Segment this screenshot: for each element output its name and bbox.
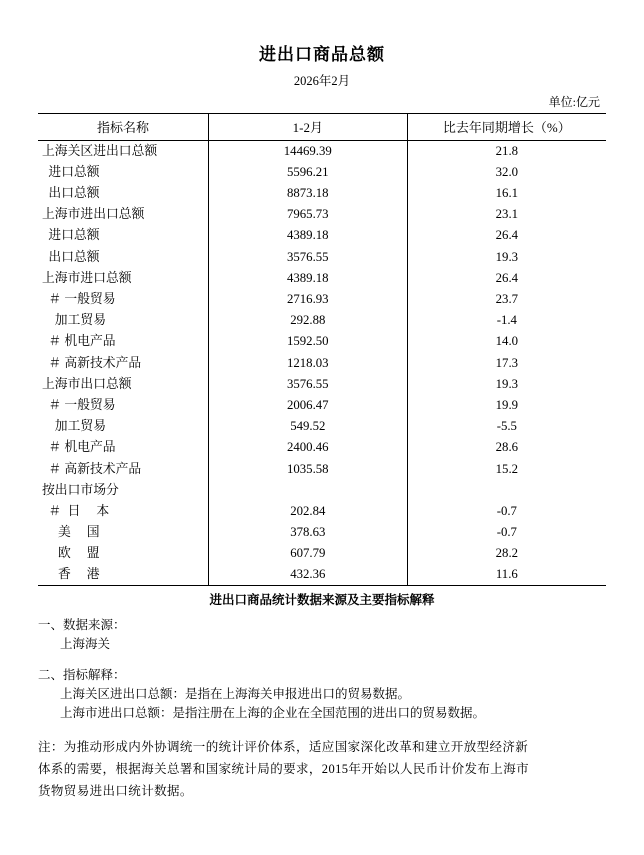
row-change: -0.7 bbox=[496, 525, 517, 540]
row-value: 1592.50 bbox=[208, 331, 407, 352]
row-value: 1035.58 bbox=[208, 458, 407, 479]
row-label: 上海关区进出口总额 bbox=[38, 141, 208, 162]
row-label: 上海市进出口总额 bbox=[38, 204, 208, 225]
row-label: 香 港 bbox=[38, 564, 208, 585]
row-change: 23.1 bbox=[495, 207, 519, 222]
row-label: ＃ 一般贸易 bbox=[38, 289, 208, 310]
import-export-table bbox=[38, 113, 606, 586]
row-value: 7965.73 bbox=[208, 204, 407, 225]
table-row bbox=[38, 352, 606, 373]
row-value: 607.79 bbox=[208, 543, 407, 564]
row-change: 19.3 bbox=[495, 376, 519, 391]
row-label: 按出口市场分 bbox=[38, 480, 208, 501]
table-row bbox=[38, 458, 606, 479]
row-value: 202.84 bbox=[208, 501, 407, 522]
row-label: ＃ 机电产品 bbox=[38, 331, 208, 352]
note-final-line-2: 体系的需要，根据海关总署和国家统计局的要求，2015年开始以人民币计价发布上海市 bbox=[38, 761, 530, 776]
row-label: ＃ 高新技术产品 bbox=[38, 352, 208, 373]
row-change bbox=[407, 480, 606, 501]
table-row bbox=[38, 162, 606, 183]
row-value bbox=[208, 480, 407, 501]
row-change: 26.4 bbox=[495, 228, 519, 243]
row-change: 14.0 bbox=[495, 334, 519, 349]
row-change: -5.5 bbox=[496, 419, 517, 434]
table-row bbox=[38, 246, 606, 267]
table-row bbox=[38, 374, 606, 395]
note-final-block bbox=[38, 737, 606, 803]
row-change: 32.0 bbox=[495, 164, 519, 179]
table-row bbox=[38, 225, 606, 246]
row-value: 2400.46 bbox=[208, 437, 407, 458]
table-row bbox=[38, 437, 606, 458]
table-row bbox=[38, 310, 606, 331]
note-source-heading: 一、数据来源： bbox=[38, 617, 126, 632]
row-value: 4389.18 bbox=[208, 268, 407, 289]
row-label: 加工贸易 bbox=[38, 310, 208, 331]
row-label: 上海市出口总额 bbox=[38, 374, 208, 395]
row-label: 欧 盟 bbox=[38, 543, 208, 564]
note-final-line-1: 注：为推动形成内外协调统一的统计评价体系，适应国家深化改革和建立开放型经济新 bbox=[38, 739, 529, 754]
row-label: ＃ 高新技术产品 bbox=[38, 458, 208, 479]
row-value: 292.88 bbox=[208, 310, 407, 331]
row-value: 1218.03 bbox=[208, 352, 407, 373]
row-value: 549.52 bbox=[208, 416, 407, 437]
row-change: 15.2 bbox=[495, 461, 519, 476]
page-title: 进出口商品总额 bbox=[259, 45, 385, 64]
row-label: ＃ 日 本 bbox=[38, 501, 208, 522]
row-change: 26.4 bbox=[495, 270, 519, 285]
table-row bbox=[38, 522, 606, 543]
table-row bbox=[38, 331, 606, 352]
column-header-indicator: 指标名称 bbox=[38, 114, 208, 141]
row-label: 上海市进口总额 bbox=[38, 268, 208, 289]
row-value: 2006.47 bbox=[208, 395, 407, 416]
note-explain-heading: 二、指标解释： bbox=[38, 667, 126, 682]
row-change: 21.8 bbox=[495, 143, 519, 158]
table-row bbox=[38, 268, 606, 289]
table-row bbox=[38, 564, 606, 585]
row-change: -1.4 bbox=[496, 313, 517, 328]
page-subtitle: 2026年2月 bbox=[293, 74, 351, 88]
row-change: 16.1 bbox=[495, 186, 519, 201]
table-row bbox=[38, 395, 606, 416]
notes-block bbox=[38, 616, 606, 724]
row-change: 28.6 bbox=[495, 440, 519, 455]
table-row bbox=[38, 543, 606, 564]
row-change: 17.3 bbox=[495, 355, 519, 370]
row-value: 3576.55 bbox=[208, 246, 407, 267]
note-source-text: 上海海关 bbox=[60, 637, 111, 652]
column-header-period: 1-2月 bbox=[208, 114, 407, 141]
note-explain-line-2: 上海市进出口总额：是指注册在上海的企业在全国范围的进出口的贸易数据。 bbox=[60, 706, 486, 721]
table-header-row bbox=[38, 114, 606, 141]
row-label: ＃ 一般贸易 bbox=[38, 395, 208, 416]
row-value: 14469.39 bbox=[208, 141, 407, 162]
row-label: 美 国 bbox=[38, 522, 208, 543]
row-change: 23.7 bbox=[495, 292, 519, 306]
note-final-line-3: 货物贸易进出口统计数据。 bbox=[38, 783, 193, 798]
table-row bbox=[38, 141, 606, 162]
row-value: 432.36 bbox=[208, 564, 407, 585]
column-header-growth: 比去年同期增长（%） bbox=[407, 114, 606, 141]
row-change: -0.7 bbox=[496, 503, 517, 518]
row-value: 5596.21 bbox=[208, 162, 407, 183]
table-row bbox=[38, 501, 606, 522]
row-label: 出口总额 bbox=[38, 183, 208, 204]
row-change: 28.2 bbox=[495, 546, 519, 561]
row-label: 加工贸易 bbox=[38, 416, 208, 437]
notes-section-title: 进出口商品统计数据来源及主要指标解释 bbox=[209, 592, 435, 607]
table-row bbox=[38, 204, 606, 225]
row-value: 4389.18 bbox=[208, 225, 407, 246]
row-change: 19.3 bbox=[495, 249, 519, 264]
row-label: ＃ 机电产品 bbox=[38, 437, 208, 458]
row-value: 3576.55 bbox=[208, 374, 407, 395]
table-row bbox=[38, 480, 606, 501]
row-label: 进口总额 bbox=[38, 225, 208, 246]
row-value: 2716.93 bbox=[208, 289, 407, 310]
row-label: 进口总额 bbox=[38, 162, 208, 183]
table-row bbox=[38, 416, 606, 437]
row-value: 8873.18 bbox=[208, 183, 407, 204]
row-value: 378.63 bbox=[208, 522, 407, 543]
row-label: 出口总额 bbox=[38, 246, 208, 267]
spacer bbox=[38, 655, 606, 664]
unit-label: 单位:亿元 bbox=[548, 95, 600, 109]
row-change: 19.9 bbox=[495, 397, 519, 412]
row-change: 11.6 bbox=[407, 564, 606, 585]
note-explain-line-1: 上海关区进出口总额：是指在上海海关申报进出口的贸易数据。 bbox=[60, 687, 411, 702]
table-row bbox=[38, 289, 606, 310]
table-row bbox=[38, 183, 606, 204]
